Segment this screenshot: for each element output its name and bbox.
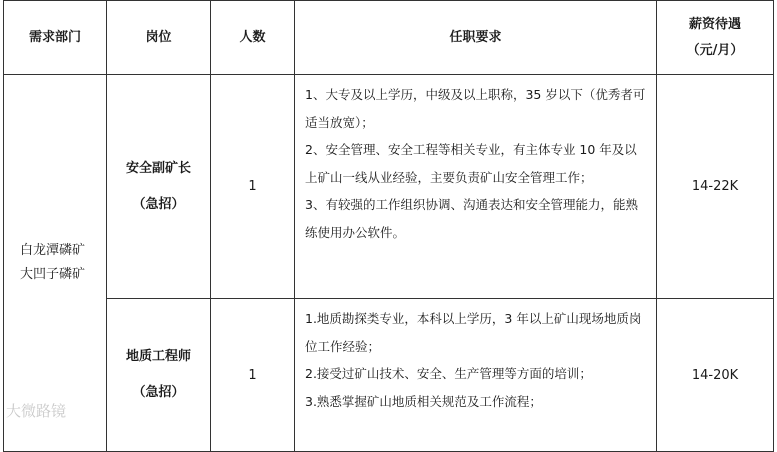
- dept-cell: [4, 75, 107, 452]
- position-cell: [107, 299, 211, 452]
- table-row: [4, 75, 774, 299]
- requirement-item: 2.接受过矿山技术、安全、生产管理等方面的培训；: [305, 366, 592, 381]
- count-cell: 1: [211, 75, 295, 299]
- dept-name-2: 大凹子磷矿: [20, 267, 86, 282]
- requirement-item: 3.熟悉掌握矿山地质相关规范及工作流程；: [305, 393, 542, 409]
- position-cell: [107, 75, 211, 299]
- header-requirements: 任职要求: [295, 1, 657, 75]
- header-position: 岗位: [107, 1, 211, 75]
- requirement-item: 3、有较强的工作组织协调、沟通表达和安全管理能力，能熟练使用办公软件。: [305, 197, 638, 240]
- header-salary-line1: 薪资待遇: [688, 16, 741, 32]
- watermark-text: 大微路镜: [6, 402, 67, 420]
- header-dept: 需求部门: [4, 1, 107, 75]
- salary-cell: 14-20K: [657, 299, 774, 452]
- position-title: 地质工程师: [125, 349, 191, 364]
- dept-name-1: 白龙潭磷矿: [20, 243, 86, 258]
- watermark: [6, 400, 66, 421]
- job-table: [3, 0, 774, 452]
- header-salary: [657, 1, 774, 75]
- position-tag: （急招）: [132, 196, 185, 212]
- requirement-item: 2、安全管理、安全工程等相关专业，有主体专业 10 年及以上矿山一线从业经验，主要负责矿山安全管理工作；: [305, 142, 637, 185]
- count-cell: 1: [211, 299, 295, 452]
- position-tag: （急招）: [132, 385, 185, 400]
- header-salary-line2: （元/月）: [686, 42, 744, 58]
- header-row: [4, 1, 774, 75]
- position-title: 安全副矿长: [125, 160, 191, 176]
- salary-cell: 14-22K: [657, 75, 774, 299]
- requirements-cell: [295, 299, 657, 452]
- requirements-cell: [295, 75, 657, 299]
- table-row: [4, 299, 774, 452]
- requirement-item: 1.地质勘探类专业，本科以上学历，3 年以上矿山现场地质岗位工作经验；: [305, 311, 642, 354]
- header-count: 人数: [211, 1, 295, 75]
- requirement-item: 1、大专及以上学历，中级及以上职称，35 岁以下（优秀者可适当放宽）；: [305, 87, 646, 130]
